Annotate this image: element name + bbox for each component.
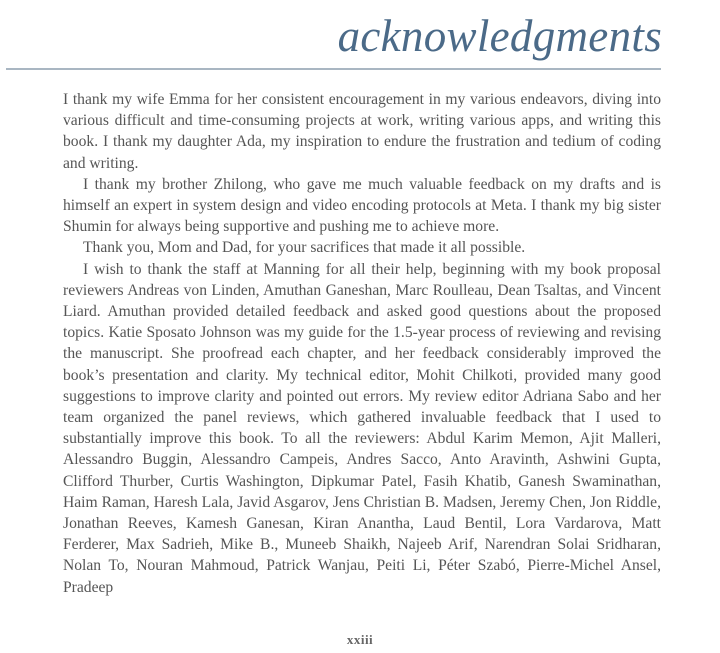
- chapter-title: acknowledgments: [337, 11, 662, 61]
- acknowledgments-body: [63, 89, 661, 598]
- paragraph-family-wife-daughter: I thank my wife Emma for her consistent encouragement in my various endeavors, diving into various difficult and time-consuming projects at work, writing various apps, and writing this book. I thank my daughter Ada, my inspiration to endure the frustration and tedium of coding and writing.: [63, 91, 661, 172]
- paragraph-manning-staff-reviewers: I wish to thank the staff at Manning for all their help, beginning with my book proposal reviewers Andreas von Linden, Amuthan Ganeshan, Marc Roulleau, Dean Tsaltas, and Vincent Liard. Amuthan provided detailed feedback and asked good questions about the proposed topics. Katie Sposato Johnson was my guide for the 1.5-year process of reviewing and revising the manuscript. She proofread each chapter, and her feedback considerably improved the book’s presentation and clarity. My technical editor, Mohit Chilkoti, provided many good suggestions to improve clarity and pointed out errors. My review editor Adriana Sabo and her team organized the panel reviews, which gathered invaluable feedback that I used to substantially improve this book. To all the reviewers: Abdul Karim Memon, Ajit Malleri, Alessandro Buggin, Alessandro Campeis, Andres Sacco, Anto Aravinth, Ashwini Gupta, Clifford Thurber, Curtis Washington, Dipkumar Patel, Fasih Khatib, Ganesh Swaminathan, Haim Raman, Haresh Lala, Javid Asgarov, Jens Christian B. Madsen, Jeremy Chen, Jon Riddle, Jonathan Reeves, Kamesh Ganesan, Kiran Anantha, Laud Bentil, Lora Vardarova, Matt Ferderer, Max Sadrieh, Mike B., Muneeb Shaikh, Najeeb Arif, Narendran Solai Sridharan, Nolan To, Nouran Mahmoud, Patrick Wanjau, Peiti Li, Péter Szabó, Pierre-Michel Ansel, Pradeep: [63, 260, 661, 596]
- paragraph-parents: Thank you, Mom and Dad, for your sacrifices that made it all possible.: [83, 239, 526, 257]
- page-number: xxiii: [346, 632, 374, 647]
- paragraph-brother-sister: I thank my brother Zhilong, who gave me much valuable feedback on my drafts and is himself an expert in system design and video encoding protocols at Meta. I thank my big sister Shumin for always being supportive and pushing me to achieve more.: [63, 175, 661, 236]
- title-divider: [6, 68, 661, 70]
